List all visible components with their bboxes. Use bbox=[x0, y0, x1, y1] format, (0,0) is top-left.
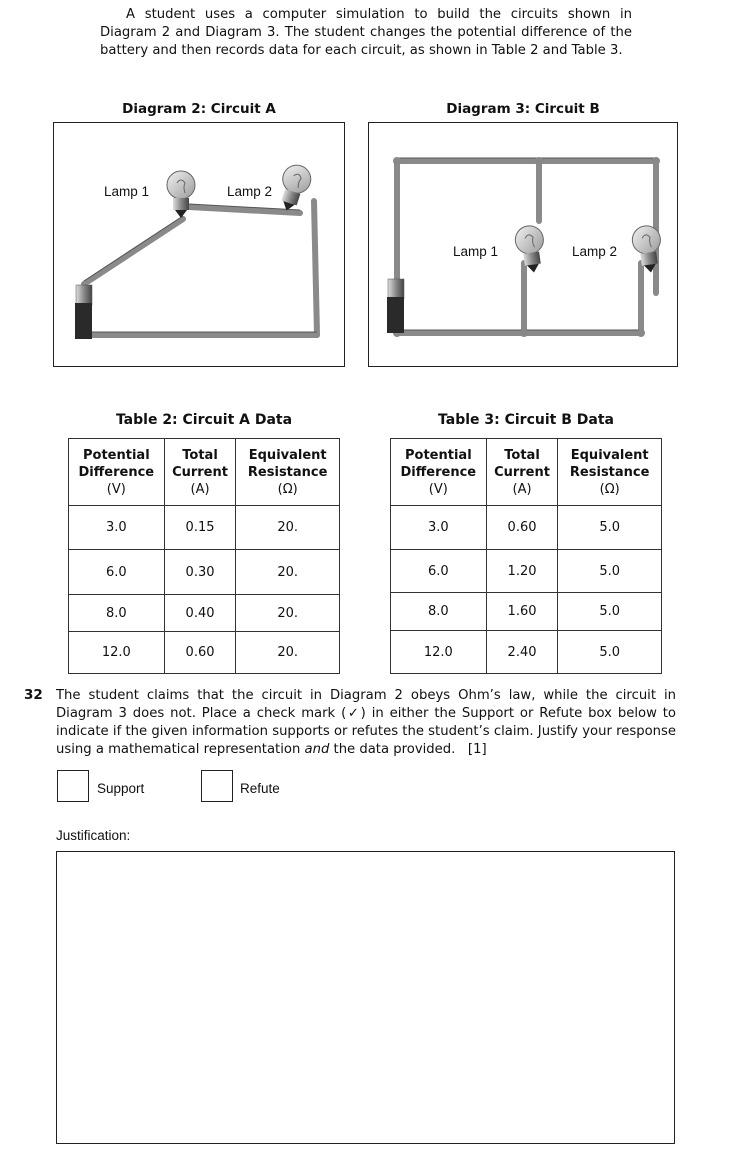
table-row bbox=[69, 506, 340, 550]
table-row bbox=[69, 550, 340, 595]
column-header-potential-difference: Potential Difference (V) bbox=[69, 439, 165, 506]
diagram-a-title: Diagram 2: Circuit A bbox=[122, 101, 276, 117]
circuit-b-drawing bbox=[369, 123, 676, 365]
diagram-b-title: Diagram 3: Circuit B bbox=[446, 101, 600, 117]
table-cell: 20. bbox=[236, 595, 340, 632]
lamp-1-label: Lamp 1 bbox=[453, 244, 499, 259]
diagram-b-circuit bbox=[368, 122, 678, 367]
table-cell: 0.15 bbox=[164, 506, 236, 550]
table-cell: 5.0 bbox=[558, 550, 662, 593]
table-cell: 20. bbox=[236, 506, 340, 550]
lamp-1-bulb-icon bbox=[167, 171, 195, 218]
table-cell: 3.0 bbox=[391, 506, 487, 550]
refute-checkbox[interactable] bbox=[201, 770, 233, 802]
table-row bbox=[391, 550, 662, 593]
table-b bbox=[390, 438, 662, 674]
circuit-a-drawing bbox=[54, 123, 343, 365]
lamp-2-label: Lamp 2 bbox=[572, 244, 618, 259]
table-cell: 5.0 bbox=[558, 631, 662, 674]
table-cell: 1.20 bbox=[486, 550, 558, 593]
table-cell: 20. bbox=[236, 550, 340, 595]
table-row bbox=[391, 593, 662, 631]
battery-icon bbox=[75, 285, 92, 339]
column-header-equivalent-resistance: Equivalent Resistance (Ω) bbox=[558, 439, 662, 506]
table-cell: 6.0 bbox=[391, 550, 487, 593]
table-cell: 0.40 bbox=[164, 595, 236, 632]
table-cell: 20. bbox=[236, 632, 340, 674]
table-cell: 0.30 bbox=[164, 550, 236, 595]
table-cell: 1.60 bbox=[486, 593, 558, 631]
justification-response-box[interactable] bbox=[56, 851, 675, 1144]
column-header-equivalent-resistance: Equivalent Resistance (Ω) bbox=[236, 439, 340, 506]
lamp-1-label: Lamp 1 bbox=[104, 184, 150, 199]
table-row bbox=[391, 506, 662, 550]
question-text: The student claims that the circuit in Diagram 2 obeys Ohm’s law, while the circuit in Diagram 3 does not. Place a check mark (✓) in either the Support or Refute box below to indicate if the given information supports or refutes the student’s claim. Justify your response using a mathematical representation and the data provided. [1] bbox=[56, 688, 676, 757]
table-cell: 12.0 bbox=[391, 631, 487, 674]
table-row bbox=[391, 631, 662, 674]
lamp-2-bulb-icon bbox=[273, 162, 314, 215]
question-number: 32 bbox=[24, 687, 43, 703]
justification-label: Justification: bbox=[56, 828, 131, 843]
refute-label: Refute bbox=[240, 781, 280, 796]
diagram-a-circuit bbox=[53, 122, 345, 367]
table-cell: 12.0 bbox=[69, 632, 165, 674]
column-header-total-current: Total Current (A) bbox=[486, 439, 558, 506]
table-a bbox=[68, 438, 340, 674]
table-cell: 2.40 bbox=[486, 631, 558, 674]
lamp-1-bulb-icon bbox=[514, 224, 548, 274]
battery-icon bbox=[387, 279, 404, 333]
column-header-total-current: Total Current (A) bbox=[164, 439, 236, 506]
table-cell: 3.0 bbox=[69, 506, 165, 550]
table-cell: 0.60 bbox=[486, 506, 558, 550]
table-cell: 5.0 bbox=[558, 506, 662, 550]
table-cell: 0.60 bbox=[164, 632, 236, 674]
table-b-title: Table 3: Circuit B Data bbox=[438, 412, 614, 428]
support-label: Support bbox=[97, 781, 145, 796]
column-header-potential-difference: Potential Difference (V) bbox=[391, 439, 487, 506]
table-cell: 8.0 bbox=[69, 595, 165, 632]
credit-value: [1] bbox=[467, 742, 487, 757]
table-a-title: Table 2: Circuit A Data bbox=[115, 412, 293, 428]
lamp-2-label: Lamp 2 bbox=[227, 184, 273, 199]
table-cell: 8.0 bbox=[391, 593, 487, 631]
intro-paragraph: A student uses a computer simulation to build the circuits shown in Diagram 2 and Diagram 3. The student changes the potential difference of the battery and then records data for each circuit, as shown in Table 2 and Table 3. bbox=[100, 7, 632, 58]
table-row bbox=[69, 595, 340, 632]
table-cell: 6.0 bbox=[69, 550, 165, 595]
table-row bbox=[69, 632, 340, 674]
lamp-2-bulb-icon bbox=[631, 224, 665, 274]
support-checkbox[interactable] bbox=[57, 770, 89, 802]
emphasis-and: and bbox=[304, 742, 330, 757]
table-cell: 5.0 bbox=[558, 593, 662, 631]
